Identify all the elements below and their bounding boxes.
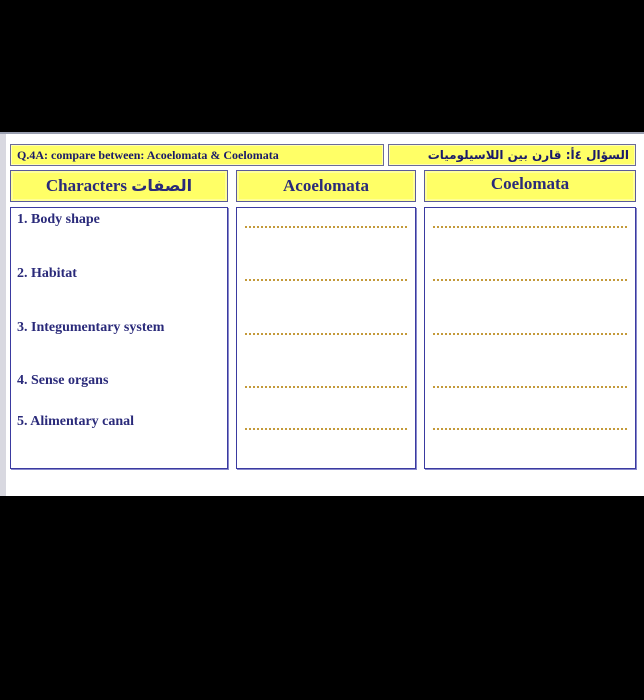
question-title-arabic: السؤال ٤أ: قارن بين اللاسيلوميات (388, 144, 636, 166)
answer-line[interactable] (245, 428, 407, 430)
row-label: 5. Alimentary canal (17, 414, 135, 429)
row-label: 2. Habitat (17, 266, 77, 281)
answer-line[interactable] (245, 279, 407, 281)
row-label: 1. Body shape (17, 212, 100, 227)
answer-line[interactable] (433, 333, 627, 335)
answer-line[interactable] (245, 226, 407, 228)
worksheet-page (0, 132, 644, 496)
header-coelomata: Coelomata (424, 170, 636, 202)
question-title-english: Q.4A: compare between: Acoelomata & Coelomata (10, 144, 384, 166)
answer-line[interactable] (433, 428, 627, 430)
row-label: 4. Sense organs (17, 373, 109, 388)
header-characters-en: Characters (45, 176, 128, 195)
answer-line[interactable] (245, 386, 407, 388)
coelomata-column (424, 207, 636, 469)
header-characters-ar: الصفات (131, 176, 193, 195)
row-label: 3. Integumentary system (17, 320, 165, 335)
answer-line[interactable] (245, 333, 407, 335)
answer-line[interactable] (433, 386, 627, 388)
header-acoelomata: Acoelomata (236, 170, 416, 202)
answer-line[interactable] (433, 226, 627, 228)
header-characters (10, 170, 228, 202)
acoelomata-column (236, 207, 416, 469)
characters-column (10, 207, 228, 469)
answer-line[interactable] (433, 279, 627, 281)
page-edge (0, 134, 6, 496)
